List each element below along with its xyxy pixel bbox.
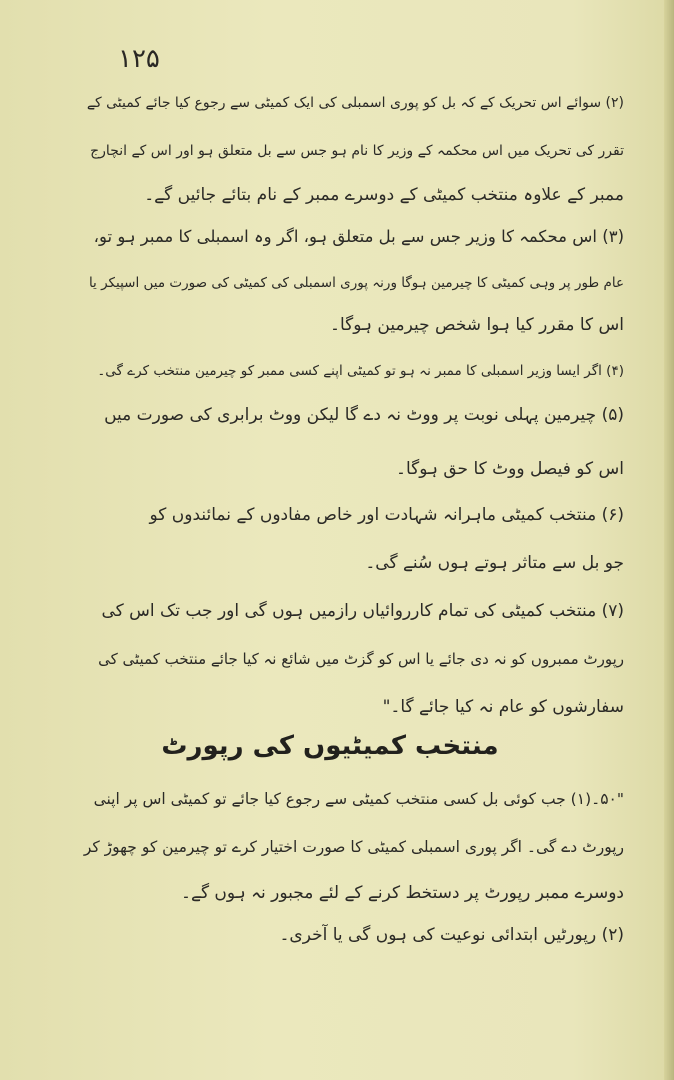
text-line: اس کا مقرر کیا ہوا شخص چیرمین ہوگا۔ xyxy=(330,315,624,335)
text-line: رپورٹ دے گی۔ اگر پوری اسمبلی کمیٹی کا صورت اختیار کرے تو چیرمین کو چھوڑ کر xyxy=(83,838,624,856)
text-line: (۷) منتخب کمیٹی کی تمام کارروائیاں رازمیں ہوں گی اور جب تک اس کی xyxy=(101,601,624,621)
text-line: (۴) اگر ایسا وزیر اسمبلی کا ممبر نہ ہو تو کمیٹی اپنے کسی ممبر کو چیرمین منتخب کرے گی۔ xyxy=(97,363,624,379)
text-line: "۵۰۔(۱) جب کوئی بل کسی منتخب کمیٹی سے رجوع کیا جائے تو کمیٹی اس پر اپنی xyxy=(93,790,624,808)
text-line: ممبر کے علاوہ منتخب کمیٹی کے دوسرے ممبر کے نام بتائے جائیں گے۔ xyxy=(144,185,624,205)
text-line: سفارشوں کو عام نہ کیا جائے گا۔" xyxy=(382,697,624,717)
section-heading: منتخب کمیٹیوں کی رپورٹ xyxy=(161,731,499,761)
text-line: (۳) اس محکمہ کا وزیر جس سے بل متعلق ہو، اگر وہ اسمبلی کا ممبر ہو تو، xyxy=(93,227,624,246)
text-line: (۶) منتخب کمیٹی ماہرانہ شہادت اور خاص مفادوں کے نمائندوں کو xyxy=(149,505,624,525)
text-line: اس کو فیصل ووٹ کا حق ہوگا۔ xyxy=(395,459,624,479)
text-line: جو بل سے متاثر ہوتے ہوں سُنے گی۔ xyxy=(365,553,624,573)
text-line: رپورٹ ممبروں کو نہ دی جائے یا اس کو گزٹ میں شائع نہ کیا جائے منتخب کمیٹی کی xyxy=(98,650,624,668)
page-edge xyxy=(664,0,674,1080)
text-line: دوسرے ممبر رپورٹ پر دستخط کرنے کے لئے مجبور نہ ہوں گے۔ xyxy=(181,883,624,903)
text-line: (۲) سوائے اس تحریک کے کہ بل کو پوری اسمبلی کی ایک کمیٹی سے رجوع کیا جائے کمیٹی کے xyxy=(86,95,624,111)
text-line: عام طور پر وہی کمیٹی کا چیرمین ہوگا ورنہ پوری اسمبلی کی کمیٹی کی صورت میں اسپیکر یا xyxy=(88,275,624,291)
text-line: (۵) چیرمین پہلی نوبت پر ووٹ نہ دے گا لیکن ووٹ برابری کی صورت میں xyxy=(104,405,624,425)
page-number: ۱۲۵ xyxy=(118,44,160,74)
text-line: (۲) رپورٹیں ابتدائی نوعیت کی ہوں گی یا آخری۔ xyxy=(279,925,624,945)
text-line: تقرر کی تحریک میں اس محکمہ کے وزیر کا نام ہو جس سے بل متعلق ہو اور اس کے انچارج xyxy=(90,143,624,159)
